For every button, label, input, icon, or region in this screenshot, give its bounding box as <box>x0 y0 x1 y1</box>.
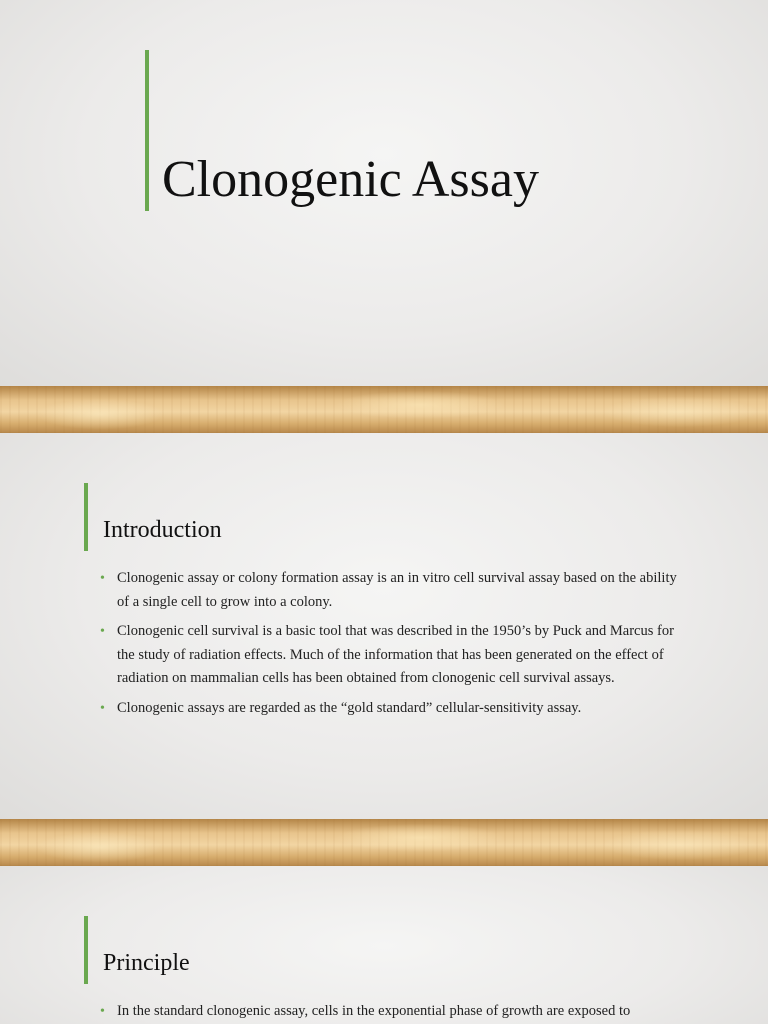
bullet-item <box>100 697 680 721</box>
accent-bar <box>84 483 88 551</box>
slide-title-text: Clonogenic Assay <box>162 151 539 208</box>
bullet-icon: • <box>100 1004 105 1019</box>
bullet-icon: • <box>100 700 105 716</box>
bullet-icon: • <box>100 571 105 586</box>
bullet-icon: • <box>100 624 105 639</box>
bullet-text: Clonogenic cell survival is a basic tool that was described in the 1950’s by Puck and Marcus for the study of radiation effects. Much of the information that has been generated on the effect of radiation on mammalian cells has been obtained from clonogenic cell survival assays. <box>117 623 674 686</box>
bullet-item <box>100 567 680 614</box>
bullet-text: In the standard clonogenic assay, cells in the exponential phase of growth are exposed to <box>117 1003 631 1019</box>
bullet-list <box>100 567 680 726</box>
bullet-item <box>100 620 680 691</box>
accent-bar <box>84 916 88 984</box>
bullet-text: Clonogenic assays are regarded as the “gold standard” cellular-sensitivity assay. <box>117 699 582 716</box>
bullet-item <box>100 1000 700 1024</box>
bullet-list <box>100 1000 700 1024</box>
slide-introduction <box>0 433 768 819</box>
slide-separator <box>0 386 768 433</box>
slide-title <box>0 0 768 386</box>
slide-separator <box>0 819 768 866</box>
slide-principle <box>0 866 768 1024</box>
section-title: Principle <box>103 950 190 976</box>
bullet-text: Clonogenic assay or colony formation assay is an in vitro cell survival assay based on the ability of a single cell to grow into a colony. <box>117 570 677 610</box>
section-title: Introduction <box>103 517 222 543</box>
accent-bar <box>145 50 149 211</box>
